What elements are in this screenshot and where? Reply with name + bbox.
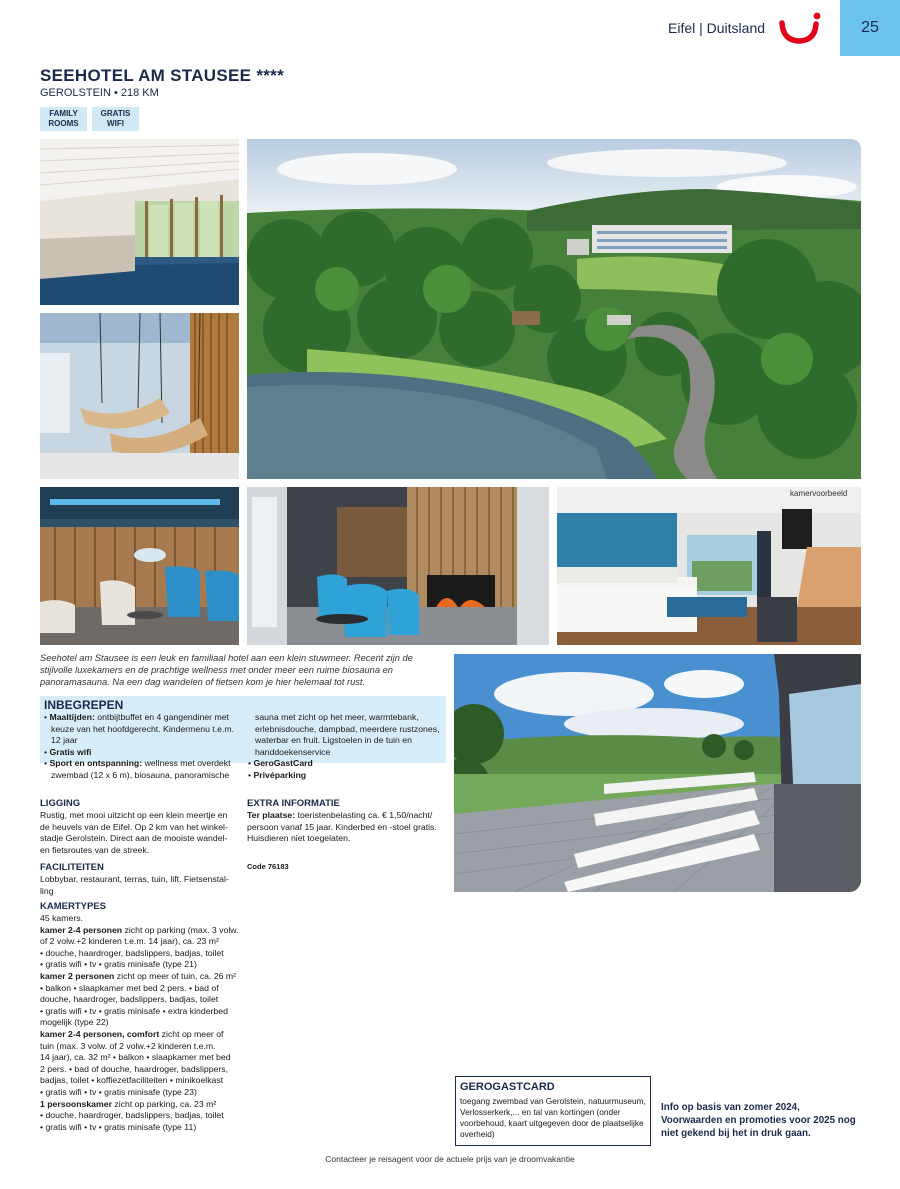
kamertypes-line: • douche, haardroger, badslippers, badjas, toilet	[40, 947, 224, 958]
kamertypes-line: 45 kamers.	[40, 913, 83, 923]
kamertypes-line: • balkon • slaapkamer met bed 2 pers. • bad of	[40, 982, 219, 993]
kamertypes-heading: KAMERTYPES	[40, 901, 106, 912]
included-label: Maaltijden:	[49, 712, 95, 722]
photo-caption: kamervoorbeeld	[790, 489, 848, 498]
kamertypes-line: kamer 2-4 personen zicht op parking (max. 3 volw.	[40, 924, 239, 935]
gerogastcard-heading: GEROGASTCARD	[460, 1081, 555, 1093]
extra-text	[247, 810, 443, 845]
badge-label: GRATIS WIFI	[100, 109, 131, 128]
kamertypes-line: douche, haardroger, badslippers, badjas, toilet	[40, 994, 219, 1005]
kamertypes-line: • gratis wifi • tv • gratis minisafe (type 23)	[40, 1086, 197, 1097]
kamertypes-list	[40, 913, 246, 1133]
badge-gratis-wifi	[92, 107, 139, 131]
included-label: Privéparking	[253, 769, 307, 780]
included-label: GeroGastCard	[253, 758, 313, 769]
included-item-sport: • Sport en ontspanning: wellness met overdekt	[44, 758, 231, 769]
included-item-wifi: • Gratis wifi	[44, 746, 92, 757]
badge-family-rooms	[40, 107, 87, 131]
kamertypes-line: of 2 volw.+2 kinderen t.e.m. 14 jaar), ca. 23 m²	[40, 936, 219, 947]
included-text: waterbar en fruit. Ligstoelen in de tuin en	[255, 735, 412, 746]
photo-aerial-lake	[247, 139, 861, 479]
included-text: handdoekenservice	[255, 746, 331, 757]
included-col-1	[44, 712, 250, 782]
included-text: keuze van het hoofdgerecht. Kindermenu t.e.m.	[51, 723, 235, 734]
included-text: erlebnisdouche, dampbad, meerdere rustzones,	[255, 723, 440, 734]
included-item-parking: • Privéparking	[248, 769, 307, 780]
kamertypes-line: 1 persoonskamer zicht op parking, ca. 23 m²	[40, 1098, 217, 1109]
product-code: Code 76183	[247, 862, 289, 871]
tui-logo	[778, 10, 824, 46]
included-text: sauna met zicht op het meer, warmtebank,	[255, 712, 419, 722]
included-item-gerogastcard: • GeroGastCard	[248, 758, 313, 769]
kamertypes-line: kamer 2-4 personen, comfort zicht op meer of	[40, 1028, 224, 1039]
faciliteiten-text: Lobbybar, restaurant, terras, tuin, lift. Fietsenstal-ling	[40, 874, 229, 896]
hotel-subtitle: GEROLSTEIN • 218 KM	[40, 87, 159, 99]
extra-heading: EXTRA INFORMATIE	[247, 798, 340, 809]
photo-lounge	[40, 487, 239, 645]
hotel-stars: ****	[256, 66, 285, 85]
included-text: ontbijtbuffet en 4 gangendiner met	[97, 712, 229, 722]
kamertypes-line: • douche, haardroger, badslippers, badjas, toilet	[40, 1110, 224, 1121]
included-col-2	[248, 712, 444, 782]
kamertypes-line: • gratis wifi • tv • gratis minisafe • extra kinderbed	[40, 1005, 228, 1016]
included-text: wellness met overdekt	[144, 758, 231, 769]
page-number: 25	[840, 0, 900, 56]
photo-relax-room	[40, 313, 239, 479]
footer-text: Contacteer je reisagent voor de actuele prijs van je droomvakantie	[325, 1154, 575, 1164]
header-location: Eifel | Duitsland	[668, 20, 766, 36]
included-text: zwembad (12 x 6 m), biosauna, panoramische	[51, 769, 230, 780]
included-label: Sport en ontspanning:	[49, 758, 143, 769]
kamertypes-line: badjas, toilet • koffiezetfaciliteiten • minikoelkast	[40, 1075, 224, 1086]
gerogastcard-text: toegang zwembad van Gerolstein, natuurmuseum, Verlosserkerk,... en tal van kortingen (onder voorbehoud, kaart uitgegeven door de plaatselijke overheid)	[460, 1096, 646, 1139]
kamertypes-line: mogelijk (type 22)	[40, 1017, 109, 1028]
included-heading: INBEGREPEN	[44, 698, 124, 712]
included-item-meals: • Maaltijden: ontbijtbuffet en 4 gangendiner met	[44, 712, 229, 722]
included-text: 12 jaar	[51, 735, 78, 746]
extra-body: toeristenbelasting ca. € 1,50/nacht/ persoon vanaf 15 jaar. Kinderbed en -stoel gratis. Huisdieren niet toegelaten.	[247, 810, 437, 844]
kamertypes-line: tuin (max. 3 volw. of 2 volw.+2 kinderen t.e.m.	[40, 1040, 216, 1051]
kamertypes-line: 14 jaar), ca. 32 m² • balkon • slaapkamer met bed	[40, 1052, 231, 1063]
badge-label: FAMILY ROOMS	[48, 109, 79, 128]
kamertypes-line: • gratis wifi • tv • gratis minisafe (type 11)	[40, 1121, 197, 1132]
photo-indoor-pool	[40, 139, 239, 305]
kamertypes-line: 2 pers. • bad of douche, haardroger, badslippers,	[40, 1063, 229, 1074]
ligging-text: Rustig, met mooi uitzicht op een klein meertje en de heuvels van de Eifel. Op 2 km van het winkel-stadje Gerolstein. Direct aan de mooiste wandel- en fietsroutes van de streek.	[40, 810, 228, 855]
included-label: Gratis wifi	[49, 746, 92, 757]
hotel-title	[40, 66, 284, 86]
faciliteiten-heading: FACILITEITEN	[40, 862, 104, 873]
extra-label: Ter plaatse:	[247, 810, 296, 820]
kamertypes-line: kamer 2 personen zicht op meer of tuin, ca. 26 m²	[40, 970, 237, 981]
kamertypes-line: • gratis wifi • tv • gratis minisafe (type 21)	[40, 959, 197, 970]
intro-text: Seehotel am Stausee is een leuk en familiaal hotel aan een klein stuwmeer. Recent zijn de stijlvolle luxekamers en de prachtige wellness met onder meer een ruime biosauna en panoramasauna. Na een dag wandelen of fietsen kom je hier helemaal tot rust.	[40, 653, 413, 687]
ligging-heading: LIGGING	[40, 798, 81, 809]
info-note: Info op basis van zomer 2024, Voorwaarden en promoties voor 2025 nog niet gekend bij het in druk gaan.	[661, 1102, 856, 1139]
hotel-name: SEEHOTEL AM STAUSEE	[40, 66, 252, 85]
photo-room-example	[557, 487, 861, 645]
photo-fireplace-lounge	[247, 487, 549, 645]
photo-terrace	[454, 654, 861, 892]
